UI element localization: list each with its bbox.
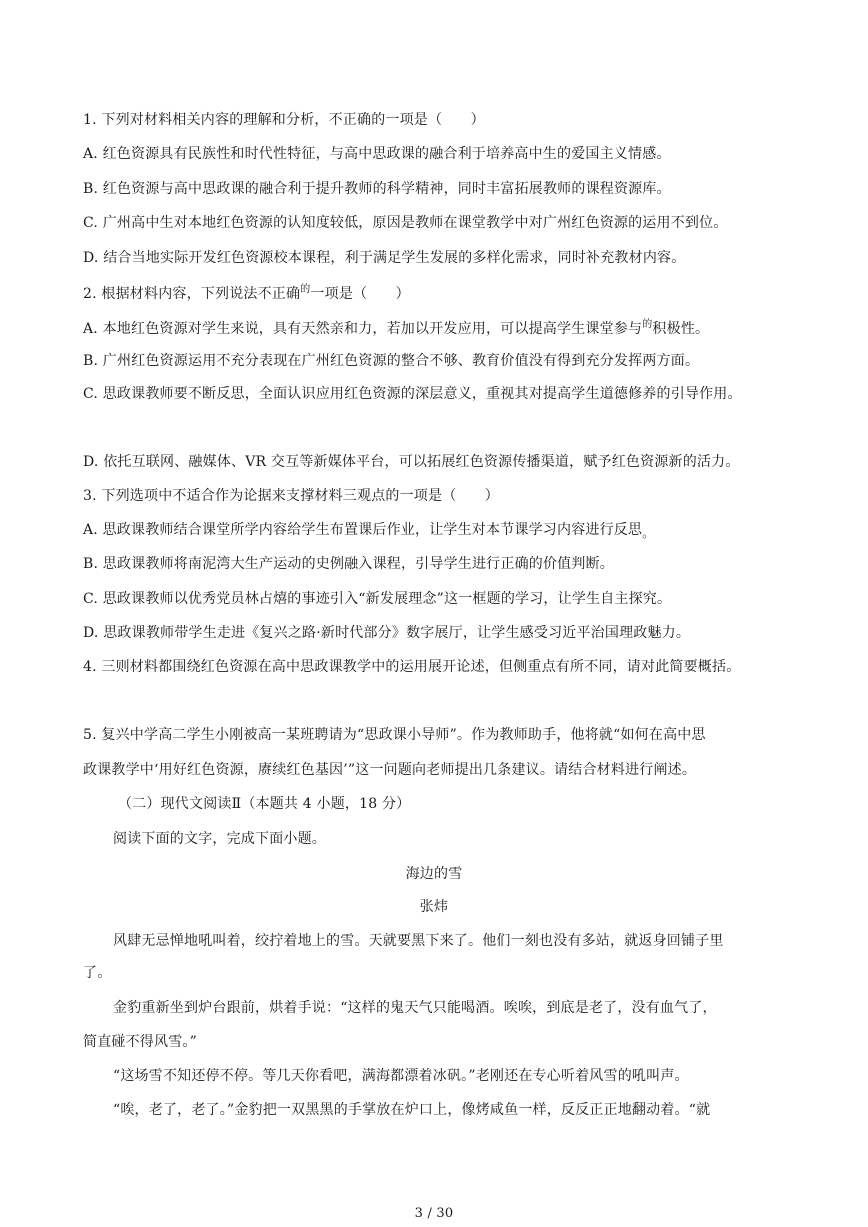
story-title: 海边的雪 xyxy=(405,866,463,882)
q2-option-a-superscript: 的 xyxy=(642,319,653,330)
q2-stem-text: 2. 根据材料内容，下列说法不正确 xyxy=(83,286,301,302)
q1-option-b: B. 红色资源与高中思政课的融合利于提升教师的科学精神，同时丰富拓展教师的课程资源库。 xyxy=(83,181,671,197)
q2-stem-superscript: 的 xyxy=(300,284,311,295)
q5-stem-line1: 5. 复兴中学高二学生小刚被高一某班聘请为“思政课小导师”。作为教师助手，他将就“如何在高中思 xyxy=(83,727,706,743)
q1-option-c: C. 广州高中生对本地红色资源的认知度较低，原因是教师在课堂教学中对广州红色资源的运用不到位。 xyxy=(83,215,728,231)
q4-stem: 4. 三则材料都围绕红色资源在高中思政课教学中的运用展开论述，但侧重点有所不同，请对此简要概括。 xyxy=(83,659,741,675)
story-p1-line2: 了。 xyxy=(83,965,112,981)
q1-option-a: A. 红色资源具有民族性和时代性特征，与高中思政课的融合利于培养高中生的爱国主义情感。 xyxy=(83,146,671,162)
q5-stem-line2: 政课教学中‘用好红色资源，赓续红色基因’”这一问题向老师提出几条建议。请结合材料进行阐述。 xyxy=(83,762,697,778)
q3-stem: 3. 下列选项中不适合作为论据来支撑材料三观点的一项是（ ） xyxy=(83,488,500,504)
q2-option-c: C. 思政课教师要不断反思，全面认识应用红色资源的深层意义，重视其对提高学生道德修养的引导作用。 xyxy=(83,386,742,402)
q3-option-a-text: A. 思政课教师结合课堂所学内容给学生布置课后作业，让学生对本节课学习内容进行反思 xyxy=(83,522,643,538)
q3-option-c: C. 思政课教师以优秀党员林占熺的事迹引入“新发展理念”这一框题的学习，让学生自主探究。 xyxy=(83,591,672,607)
story-p3: “这场雪不知还停不停。等几天你看吧，满海都漂着冰矾。”老刚还在专心听着风雪的吼叫声。 xyxy=(113,1068,689,1084)
story-p2-line2: 简直碰不得风雪。” xyxy=(83,1034,197,1050)
q2-option-b: B. 广州红色资源运用不充分表现在广州红色资源的整合不够、教育价值没有得到充分发挥两方面。 xyxy=(83,353,700,369)
section-instruction: 阅读下面的文字，完成下面小题。 xyxy=(113,831,326,847)
q3-option-b: B. 思政课教师将南泥湾大生产运动的史例融入课程，引导学生进行正确的价值判断。 xyxy=(83,556,614,572)
story-p2-line1: 金豹重新坐到炉台跟前，烘着手说：“这样的鬼天气只能喝酒。唉唉，到底是老了，没有血气了， xyxy=(113,1000,717,1016)
q2-stem-text-end: 一项是（ ） xyxy=(310,286,410,302)
q3-option-a xyxy=(83,520,654,540)
story-p1-line1: 风肆无忌惮地吼叫着，绞拧着地上的雪。天就要黑下来了。他们一刻也没有多站，就返身回铺子里 xyxy=(113,933,724,949)
story-p4: “唉，老了，老了。”金豹把一双黑黑的手掌放在炉口上，像烤咸鱼一样，反反正正地翻动着。“就 xyxy=(113,1102,711,1118)
q2-stem xyxy=(83,284,410,306)
q1-stem: 1. 下列对材料相关内容的理解和分析，不正确的一项是（ ） xyxy=(83,112,485,128)
q3-option-a-period: 。 xyxy=(642,526,655,540)
section-heading: （二）现代文阅读Ⅱ（本题共 4 小题，18 分） xyxy=(118,796,411,812)
story-author: 张炜 xyxy=(419,899,449,915)
q1-option-d: D. 结合当地实际开发红色资源校本课程，利于满足学生发展的多样化需求，同时补充教材内容。 xyxy=(83,250,686,266)
page-number: 3 / 30 xyxy=(414,1206,454,1221)
q2-option-d: D. 依托互联网、融媒体、VR 交互等新媒体平台，可以拓展红色资源传播渠道，赋予红色资源新的活力。 xyxy=(83,454,740,470)
q3-option-d: D. 思政课教师带学生走进《复兴之路·新时代部分》数字展厅，让学生感受习近平治国理政魅力。 xyxy=(83,625,691,641)
q2-option-a-text: A. 本地红色资源对学生来说，具有天然亲和力，若加以开发应用，可以提高学生课堂参与 xyxy=(83,321,643,337)
q2-option-a xyxy=(83,319,709,341)
q2-option-a-text-end: 积极性。 xyxy=(652,321,710,337)
